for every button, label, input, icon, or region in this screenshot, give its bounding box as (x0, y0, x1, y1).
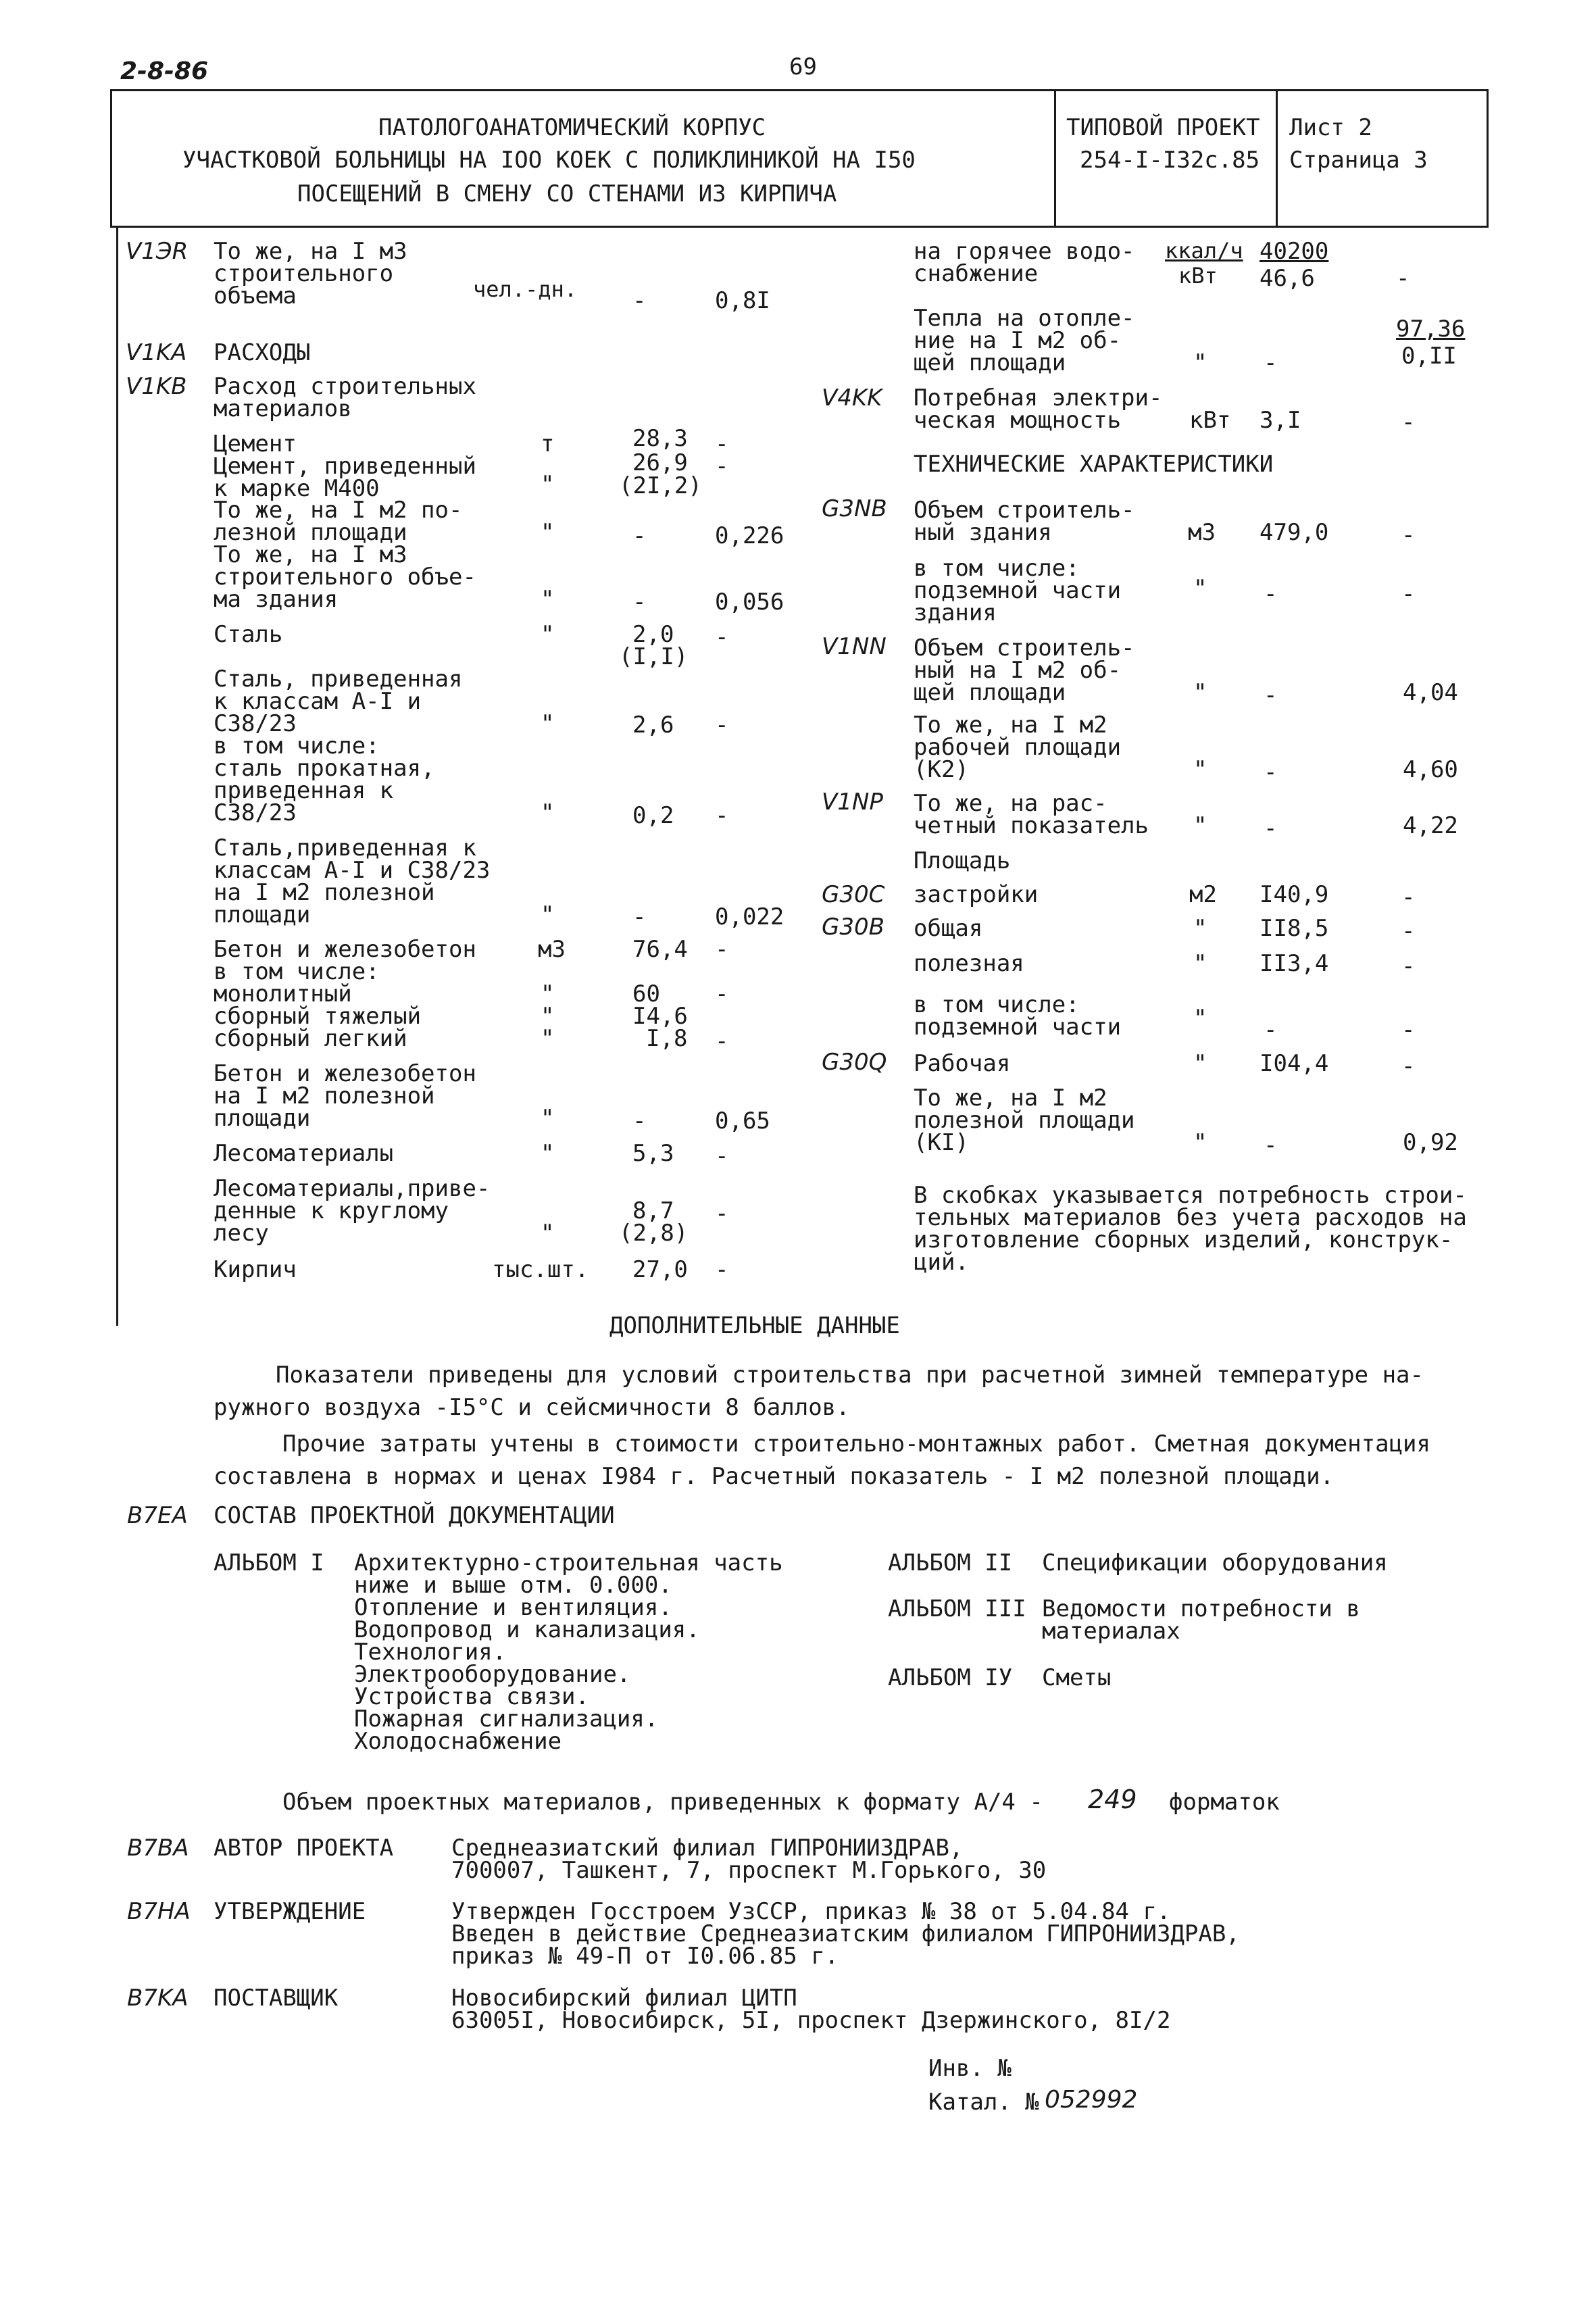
album-3-line: Ведомости потребности в (1042, 1595, 1360, 1622)
supplier-line: 63005I, Новосибирск, 5I, проспект Дзержинского, 8I/2 (451, 2007, 1171, 2034)
value-2: - (1401, 580, 1416, 607)
title-line-3: ПОСЕЩЕНИЙ В СМЕНУ СО СТЕНАМИ ИЗ КИРПИЧА (297, 180, 837, 207)
row-text: щей площади (914, 679, 1066, 706)
volume-value: 249 (1088, 1785, 1137, 1814)
album-1-line: Технология. (354, 1639, 507, 1666)
title-line-2: УЧАСТКОВОЙ БОЛЬНИЦЫ НА IOO КОЕК С ПОЛИКЛИНИКОЙ НА I50 (182, 147, 916, 174)
paragraph-line: ружного воздуха -I5°С и сейсмичности 8 баллов. (214, 1394, 850, 1421)
unit: " (1193, 915, 1207, 942)
row-text: в том числе: (214, 732, 380, 760)
unit-2: кВт (1178, 263, 1218, 289)
unit: " (541, 710, 555, 737)
row-text: денные к круглому (214, 1197, 449, 1224)
row-text: ческая мощность (914, 407, 1122, 434)
row-text: объема (214, 282, 297, 309)
note-line: изготовление сборных изделий, конструк- (914, 1226, 1453, 1253)
row-code: G30Q (822, 1049, 887, 1076)
value-2: 0,65 (715, 1107, 770, 1135)
row-text: Бетон и железобетон (214, 1060, 476, 1087)
row-code: B7EA (127, 1502, 188, 1529)
value-1: 3,I (1260, 407, 1301, 434)
row-text: (K2) (914, 756, 969, 783)
value-1: - (632, 589, 647, 616)
value-1: - (1264, 759, 1278, 786)
row-text: Объем строитель- (914, 497, 1135, 524)
value-2: - (1401, 522, 1416, 549)
body-left-rule (116, 226, 118, 1326)
value-2: 0,226 (715, 522, 784, 549)
unit: " (1193, 1129, 1207, 1156)
row-text: материалов (214, 395, 352, 422)
section-heading: ДОПОЛНИТЕЛЬНЫЕ ДАННЫЕ (609, 1312, 900, 1339)
value-1-bracket: (2,8) (619, 1220, 689, 1247)
supplier-label: ПОСТАВЩИК (214, 1985, 339, 2012)
row-text: Тепла на отопле- (914, 305, 1135, 332)
unit: м3 (1188, 519, 1216, 546)
value-2: 4,60 (1403, 756, 1458, 783)
row-text: ный здания (914, 519, 1052, 546)
row-text: Бетон и железобетон (214, 936, 476, 963)
unit: чел.-дн. (473, 276, 578, 302)
value-2: - (1401, 884, 1416, 911)
unit: " (541, 471, 555, 498)
value-2: - (715, 980, 729, 1007)
unit: " (1193, 1050, 1207, 1077)
album-4-label: АЛЬБОМ IУ (888, 1664, 1013, 1691)
value-1: 40200 (1260, 238, 1329, 265)
title-line-1: ПАТОЛОГОАНАТОМИЧЕСКИЙ КОРПУС (378, 114, 766, 141)
value-1: 26,9 (632, 449, 688, 476)
value-1: II8,5 (1260, 915, 1329, 942)
row-text: Расход строительных (214, 373, 476, 400)
row-text: рабочей площади (914, 734, 1122, 761)
row-text: лезной площади (214, 519, 407, 546)
value-1-bracket: (I,I) (619, 643, 689, 670)
value-1: 5,3 (632, 1140, 674, 1167)
row-code: V4KK (822, 384, 882, 412)
row-text: приведенная к (214, 777, 394, 804)
unit: " (541, 1105, 555, 1132)
unit: " (541, 901, 555, 928)
unit: " (541, 621, 555, 648)
row-text: То же, на I м2 по- (214, 497, 463, 524)
row-code: V1ЭR (126, 238, 189, 265)
unit: " (541, 1140, 555, 1167)
album-1-line: Устройства связи. (354, 1683, 589, 1710)
unit: " (1193, 349, 1207, 376)
row-code: V1NN (822, 633, 887, 660)
section-heading: ТЕХНИЧЕСКИЕ ХАРАКТЕРИСТИКИ (914, 451, 1274, 478)
value-2: 0,056 (715, 589, 784, 616)
album-1-line: ниже и выше отм. 0.000. (354, 1572, 672, 1599)
row-text: на I м2 полезной (214, 879, 435, 906)
album-1-line: Отопление и вентиляция. (354, 1594, 672, 1621)
value-1: 479,0 (1260, 519, 1329, 546)
row-text: монолитный (214, 980, 352, 1007)
author-line: 700007, Ташкент, 7, проспект М.Горького, 30 (451, 1857, 1047, 1884)
value-2b: 0,II (1401, 343, 1457, 370)
unit: " (541, 586, 555, 613)
value-1: 76,4 (632, 936, 688, 963)
value-1: II3,4 (1260, 950, 1329, 977)
header-top-rule (110, 89, 1489, 91)
value-1: 2,0 (632, 621, 674, 648)
row-text: Рабочая (914, 1050, 1011, 1077)
value-2: - (1401, 953, 1416, 980)
unit: ккал/ч (1165, 238, 1243, 264)
value-2: - (715, 453, 729, 480)
row-text: лесу (214, 1220, 269, 1247)
value-1: - (1264, 815, 1278, 842)
value-2: 0,022 (715, 903, 784, 930)
value-2: 4,22 (1403, 812, 1458, 839)
approval-line: Утвержден Госстроем УзССР, приказ № 38 от 5.04.84 г. (451, 1898, 1171, 1925)
unit: " (541, 799, 555, 826)
row-text: Лесоматериалы (214, 1140, 394, 1167)
unit: " (541, 1220, 555, 1247)
unit: " (541, 980, 555, 1007)
row-text: к марке М400 (214, 475, 380, 502)
value-2: - (1401, 1016, 1416, 1043)
row-code: B7HA (127, 1898, 191, 1925)
value-1: 8,7 (632, 1197, 674, 1224)
value-1: - (632, 1107, 647, 1135)
value-2: - (715, 1200, 729, 1227)
row-code: G30C (822, 881, 885, 908)
value-2: - (715, 1028, 729, 1055)
author-label: АВТОР ПРОЕКТА (214, 1835, 394, 1862)
value-2: - (1396, 265, 1410, 292)
volume-suffix: форматок (1169, 1789, 1280, 1816)
row-text: снабжение (914, 260, 1039, 287)
unit: " (1193, 812, 1207, 839)
author-line: Среднеазиатский филиал ГИПРОНИИЗДРАВ, (451, 1835, 964, 1862)
project-number: 254-I-I32с.85 (1080, 147, 1260, 174)
value-2: 97,36 (1396, 316, 1466, 343)
value-1-bracket: (2I,2) (619, 472, 702, 499)
row-text: Сталь,приведенная к (214, 835, 476, 862)
note-line: В скобках указывается потребность строи- (914, 1182, 1467, 1209)
value-1: 60 (632, 980, 660, 1007)
row-text: классам А-I и С38/23 (214, 857, 491, 884)
value-2: - (715, 712, 729, 739)
row-code: G30B (822, 914, 884, 941)
row-text: Сталь, приведенная (214, 666, 463, 693)
unit: " (541, 1025, 555, 1052)
paragraph-line: Показатели приведены для условий строительства при расчетной зимней температуре на- (276, 1362, 1424, 1389)
value-2: 4,04 (1403, 679, 1458, 706)
header-divider-1 (1054, 89, 1056, 228)
row-text: строительного (214, 260, 394, 287)
row-text: То же, на I м2 (914, 1085, 1107, 1112)
row-text: Лесоматериалы,приве- (214, 1175, 491, 1202)
value-2: - (1401, 409, 1416, 436)
row-text: строительного объе- (214, 564, 476, 591)
paragraph-line: составлена в нормах и ценах I984 г. Расчетный показатель - I м2 полезной площади. (214, 1463, 1335, 1490)
row-text: Объем строитель- (914, 634, 1135, 662)
page-number: 69 (789, 53, 817, 80)
header-divider-2 (1276, 89, 1278, 228)
unit: " (1193, 756, 1207, 783)
value-1: - (632, 522, 647, 549)
value-1: 27,0 (632, 1256, 688, 1283)
section-heading: СОСТАВ ПРОЕКТНОЙ ДОКУМЕНТАЦИИ (214, 1502, 615, 1529)
value-1: - (1264, 682, 1278, 709)
row-code: V1NP (822, 789, 883, 816)
row-text: общая (914, 915, 983, 942)
value-1b: 46,6 (1260, 265, 1315, 292)
value-2: - (715, 1143, 729, 1170)
row-text: сборный тяжелый (214, 1003, 422, 1030)
row-text: Площадь (914, 847, 1011, 874)
value-1: - (1264, 580, 1278, 607)
row-text: С38/23 (214, 710, 297, 737)
row-code: V1KA (126, 339, 187, 366)
unit: кВт (1189, 407, 1231, 434)
album-1-line: Пожарная сигнализация. (354, 1706, 659, 1733)
inventory-number: Инв. № (928, 2055, 1012, 2082)
row-code: B7KA (127, 1985, 189, 2012)
row-text: ние на I м2 об- (914, 327, 1122, 354)
value-1: - (1264, 1016, 1278, 1043)
row-text: С38/23 (214, 799, 297, 826)
document-code: 2-8-86 (120, 57, 209, 85)
row-text: полезной площади (914, 1107, 1135, 1134)
album-1-line: Холодоснабжение (354, 1728, 562, 1755)
approval-label: УТВЕРЖДЕНИЕ (214, 1898, 366, 1925)
row-text: Сталь (214, 621, 283, 648)
approval-line: Введен в действие Среднеазиатским филиалом ГИПРОНИИЗДРАВ, (451, 1920, 1240, 1947)
album-2-label: АЛЬБОМ II (888, 1549, 1013, 1576)
row-text: Цемент, приведенный (214, 453, 476, 480)
catalog-label: Катал. № (928, 2089, 1039, 2116)
row-code: G3NB (822, 495, 887, 522)
row-text: на I м2 полезной (214, 1082, 435, 1110)
row-text: подземной части (914, 1014, 1122, 1041)
row-text: ный на I м2 об- (914, 657, 1122, 684)
row-text: сборный легкий (214, 1025, 407, 1052)
section-heading: РАСХОДЫ (214, 339, 311, 366)
unit: тыс.шт. (492, 1256, 589, 1283)
album-1-line: Электрооборудование. (354, 1661, 631, 1688)
value-2: - (715, 624, 729, 651)
album-3-line: материалах (1042, 1618, 1180, 1645)
unit: " (541, 519, 555, 546)
row-text: застройки (914, 881, 1039, 908)
value-2: - (715, 802, 729, 829)
value-1: 0,2 (632, 802, 674, 829)
note-line: ций. (914, 1249, 969, 1276)
value-1: I40,9 (1260, 881, 1329, 908)
row-text: (KI) (914, 1129, 969, 1156)
row-text: Цемент (214, 430, 297, 457)
album-1-label: АЛЬБОМ I (214, 1549, 324, 1576)
row-text: То же, на рас- (914, 790, 1107, 817)
volume-text: Объем проектных материалов, приведенных к формату А/4 - (282, 1789, 1043, 1816)
sheet-label: Лист 2 (1289, 114, 1372, 141)
project-label: ТИПОВОЙ ПРОЕКТ (1066, 114, 1260, 141)
header-right-rule (1487, 89, 1489, 228)
row-text: на горячее водо- (914, 238, 1135, 265)
row-code: V1KB (126, 373, 187, 400)
value-1: - (1264, 349, 1278, 376)
row-text: полезная (914, 950, 1024, 977)
album-4-text: Сметы (1042, 1664, 1112, 1691)
unit: " (1193, 575, 1207, 602)
album-1-line: Водопровод и канализация. (354, 1616, 700, 1643)
row-text: Кирпич (214, 1256, 297, 1283)
value-1: - (632, 903, 647, 930)
row-text: ма здания (214, 586, 339, 613)
unit: " (1193, 1005, 1207, 1032)
header-bottom-rule (110, 226, 1489, 228)
unit: " (541, 1003, 555, 1030)
row-text: То же, на I м2 (914, 712, 1107, 739)
unit: м3 (538, 936, 566, 963)
row-text: в том числе: (914, 991, 1080, 1018)
value-1: I,8 (646, 1025, 688, 1052)
value-2: 0,92 (1403, 1129, 1458, 1156)
value-2: - (1401, 918, 1416, 945)
row-text: сталь прокатная, (214, 755, 435, 782)
album-3-label: АЛЬБОМ III (888, 1595, 1026, 1622)
catalog-number: 052992 (1045, 2086, 1138, 2114)
row-text: площади (214, 1105, 311, 1132)
value-1: 2,6 (632, 712, 674, 739)
header-left-rule (110, 89, 112, 228)
unit: " (1193, 679, 1207, 706)
row-text: щей площади (914, 349, 1066, 376)
row-text: здания (914, 599, 997, 626)
value-2: 0,8I (715, 287, 770, 314)
value-1: - (1264, 1132, 1278, 1159)
value-1: - (632, 287, 647, 314)
page-label: Страница 3 (1289, 147, 1428, 174)
row-text: Потребная электри- (914, 384, 1163, 412)
album-2-text: Спецификации оборудования (1042, 1549, 1388, 1576)
supplier-line: Новосибирский филиал ЦИТП (451, 1985, 797, 2012)
value-1: I04,4 (1260, 1050, 1329, 1077)
album-1-line: Архитектурно-строительная часть (354, 1549, 783, 1576)
unit: т (541, 430, 555, 457)
row-text: То же, на I м3 (214, 541, 407, 568)
unit: " (1193, 950, 1207, 977)
unit: м2 (1189, 881, 1217, 908)
approval-line: приказ № 49-П от I0.06.85 г. (451, 1943, 839, 1970)
row-text: подземной части (914, 577, 1122, 604)
value-2: - (715, 1256, 729, 1283)
paragraph-line: Прочие затраты учтены в стоимости строительно-монтажных работ. Сметная документация (282, 1430, 1430, 1458)
row-text: То же, на I м3 (214, 238, 407, 265)
note-line: тельных материалов без учета расходов на (914, 1204, 1467, 1231)
row-text: в том числе: (214, 958, 380, 985)
value-2: - (715, 936, 729, 963)
value-1: I4,6 (632, 1003, 688, 1030)
row-text: площади (214, 901, 311, 928)
row-text: к классам А-I и (214, 688, 422, 715)
value-2: - (1401, 1053, 1416, 1080)
value-2: - (715, 430, 729, 457)
value-1: 28,3 (632, 425, 688, 452)
row-text: в том числе: (914, 555, 1080, 582)
row-text: четный показатель (914, 812, 1149, 839)
row-code: B7BA (127, 1835, 189, 1862)
